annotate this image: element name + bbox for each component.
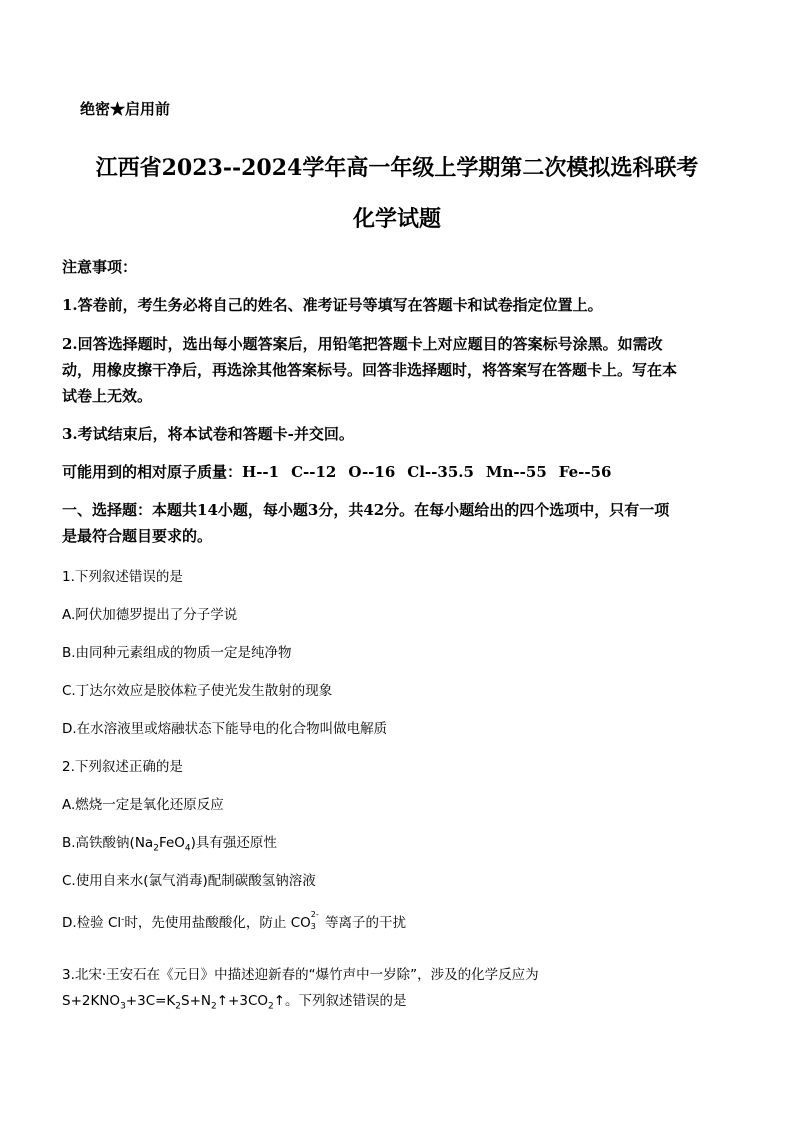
notice-item-3: 3.考试结束后，将本试卷和答题卡-并交回。 <box>62 425 354 443</box>
q3-sub-1: 3 <box>120 1001 126 1012</box>
q2b-text-1: B.高铁酸钠(Na <box>62 835 154 851</box>
q3-sub-2: 2 <box>175 1001 182 1012</box>
question-2-option-c: C.使用自来水(氯气消毒)配制碳酸氢钠溶液 <box>62 873 316 889</box>
question-1-stem: 1.下列叙述错误的是 <box>62 569 183 585</box>
atomic-mass-c: C--12 <box>291 463 337 481</box>
q2b-text-2: FeO <box>158 835 185 851</box>
q3-eq-1: S+2KNO <box>62 993 121 1009</box>
q2d-text-2: 时，先使用盐酸酸化，防止 CO <box>124 915 311 931</box>
atomic-mass-mn: Mn--55 <box>485 463 547 481</box>
question-3-stem-line-1: 3.北宋·王安石在《元日》中描述迎新春的“爆竹声中一岁除”，涉及的化学反应为 <box>62 967 539 983</box>
q3-sub-4: 2 <box>268 1001 274 1012</box>
q3-sub-3: 2 <box>211 1001 217 1012</box>
exam-subject: 化学试题 <box>352 206 441 232</box>
q2d-text-1: D.检验 Cl <box>62 915 122 931</box>
question-2-stem: 2.下列叙述正确的是 <box>62 759 183 775</box>
atomic-mass-label: 可能用到的相对原子质量： <box>62 463 243 481</box>
q3-eq-2: +3C=K <box>125 993 176 1009</box>
q2b-sub-2: 4 <box>184 843 191 854</box>
notice-heading: 注意事项： <box>62 258 138 276</box>
question-2-option-d <box>62 911 406 931</box>
confidential-mark: 绝密★启用前 <box>80 100 171 118</box>
atomic-mass-o: O--16 <box>348 463 396 481</box>
notice-item-2-line-2: 动，用橡皮擦干净后，再选涂其他答案标号。回答非选择题时，将答案写在答题卡上。写在本 <box>62 361 678 379</box>
question-2-option-a: A.燃烧一定是氧化还原反应 <box>62 797 224 813</box>
q2b-text-3: )具有强还原性 <box>190 835 277 851</box>
q3-eq-5: ↑。下列叙述错误的是 <box>273 993 407 1009</box>
section-1-heading-line-2: 是最符合题目要求的。 <box>62 527 213 545</box>
question-1-option-a: A.阿伏加德罗提出了分子学说 <box>62 607 238 623</box>
q2b-sub-1: 2 <box>153 843 159 854</box>
notice-item-2-line-3: 试卷上无效。 <box>62 387 153 405</box>
question-3-stem-line-2 <box>62 989 407 1012</box>
q3-eq-3: S+N <box>181 993 212 1009</box>
atomic-mass-h: H--1 <box>242 463 280 481</box>
question-1-option-c: C.丁达尔效应是胶体粒子使光发生散射的现象 <box>62 683 333 699</box>
notice-item-2-line-1: 2.回答选择题时，选出每小题答案后，用铅笔把答题卡上对应题目的答案标号涂黑。如需改 <box>62 335 663 353</box>
section-1-heading-line-1: 一、选择题：本题共14小题，每小题3分，共42分。在每小题给出的四个选项中，只有一项 <box>62 501 670 519</box>
carbonate-ion-charge <box>310 910 321 931</box>
notice-item-1: 1.答卷前，考生务必将自己的姓名、准考证号等填写在答题卡和试卷指定位置上。 <box>62 296 603 314</box>
question-2-option-b <box>62 831 277 854</box>
atomic-mass-cl: Cl--35.5 <box>407 463 474 481</box>
carbonate-subscript: 3 <box>310 922 316 931</box>
atomic-mass-fe: Fe--56 <box>558 463 612 481</box>
question-1-option-d: D.在水溶液里或熔融状态下能导电的化合物叫做电解质 <box>62 721 388 737</box>
atomic-mass-list <box>62 461 623 482</box>
exam-title: 江西省2023--2024学年高一年级上学期第二次模拟选科联考 <box>95 155 699 181</box>
q3-eq-4: ↑+3CO <box>216 993 269 1009</box>
q2d-sup-1: - <box>121 914 125 925</box>
carbonate-charge: 2- <box>310 910 319 919</box>
question-1-option-b: B.由同种元素组成的物质一定是纯净物 <box>62 645 292 661</box>
q2d-text-3: 等离子的干扰 <box>320 915 407 931</box>
